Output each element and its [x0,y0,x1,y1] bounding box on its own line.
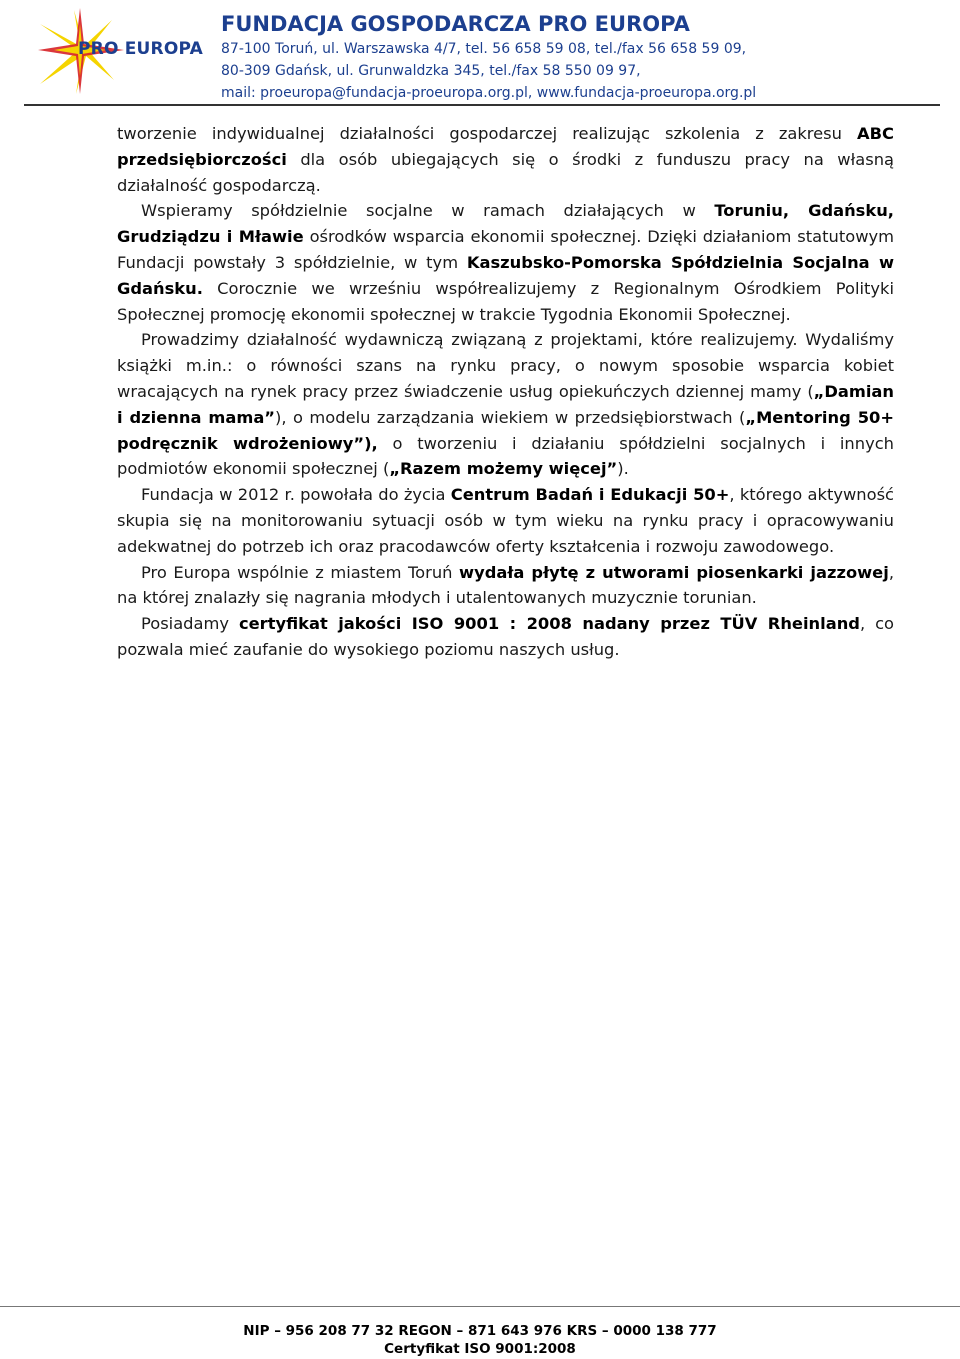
bold-run: wydała płytę z utworami piosenkarki jazzowej [459,562,889,582]
text-run: Wspieramy spółdzielnie socjalne w ramach działających w [141,201,715,221]
logo-wordmark: PRO EUROPA [78,39,203,59]
text-run: ośrodków wsparcia ekonomii społecznej. Dzięki działaniom statutowym Fundacji powstały 3 spółdzielnie, w tym [117,227,895,272]
pro-europa-logo [36,6,214,96]
document-body [117,121,894,663]
paragraph-social-cooperatives [117,198,894,327]
text-run: ). [617,459,629,479]
text-run: o tworzeniu i działaniu spółdzielni socjalnych i innych podmiotów ekonomii społecznej ( [117,433,894,479]
text-run: , którego aktywność skupia się na monitorowaniu sytuacji osób w tym wieku na rynku pracy i opracowywaniu adekwatnej do potrzeb ich oraz pracodawców oferty kształcenia i rozwoju zawodowego. [117,485,895,556]
text-run: Prowadzimy działalność wydawniczą związaną z projektami, które realizujemy. Wydaliśmy książki m.in.: o równości szans na rynku pracy, o nowym sposobie wsparcia kobiet wracających na rynek pracy przez świadczenie usług opiekuńczych dziennej mamy ( [117,330,894,401]
text-run: Pro Europa wspólnie z miastem Toruń [141,562,460,582]
address-line-torun: 87-100 Toruń, ul. Warszawska 4/7, tel. 56 658 59 08, tel./fax 56 658 59 09, [221,41,747,57]
paragraph-jazz-album [117,560,894,612]
contact-line[interactable]: mail: proeuropa@fundacja-proeuropa.org.pl, www.fundacja-proeuropa.org.pl [221,85,757,101]
organization-info [221,10,941,104]
page-footer [0,1322,960,1358]
bold-run: certyfikat jakości ISO 9001 : 2008 nadany przez TÜV Rheinland [238,614,860,634]
footer-divider [0,1306,960,1307]
header-divider [24,104,940,106]
bold-run: Centrum Badań i Edukacji 50+ [450,485,730,505]
text-run: dla osób ubiegających się o środki z funduszu pracy na własną działalność gospodarczą. [117,149,894,195]
bold-run: „Mentoring 50+ podręcznik wdrożeniowy”), [117,407,894,453]
text-run: ), o modelu zarządzania wiekiem w przedsiębiorstwach ( [275,407,746,427]
letterhead [0,0,960,108]
paragraph-entrepreneurship [117,121,894,198]
text-run: Fundacja w 2012 r. powołała do życia [141,485,451,505]
bold-run: Kaszubsko-Pomorska Spółdzielnia Socjalna w Gdańsku. [117,252,894,298]
text-run: tworzenie indywidualnej działalności gospodarczej realizując szkolenia z zakresu [117,124,858,143]
address-line-gdansk: 80-309 Gdańsk, ul. Grunwaldzka 345, tel./fax 58 550 09 97, [221,63,641,79]
bold-run: „Damian i dzienna mama” [117,381,894,427]
bold-run: Toruniu, Gdańsku, Grudziądzu i Mławie [117,201,894,247]
certificate-line: Certyfikat ISO 9001:2008 [384,1341,576,1357]
bold-run: „Razem możemy więcej” [389,459,618,479]
paragraph-publishing [117,327,894,482]
organization-name: FUNDACJA GOSPODARCZA PRO EUROPA [221,12,690,36]
text-run: Corocznie we wrześniu współrealizujemy z Regionalnym Ośrodkiem Polityki Społecznej promocję ekonomii społecznej w trakcie Tygodnia Ekonomii Społecznej. [117,278,894,324]
bold-run: ABC przedsiębiorczości [117,124,894,169]
registration-numbers: NIP – 956 208 77 32 REGON – 871 643 976 KRS – 0000 138 777 [243,1323,717,1339]
text-run: , co pozwala mieć zaufanie do wysokiego poziomu naszych usług. [117,614,894,659]
text-run: Posiadamy [141,614,239,634]
paragraph-research-center [117,482,894,559]
paragraph-iso-certificate [117,611,894,663]
text-run: , na której znalazły się nagrania młodych i utalentowanych muzycznie torunian. [117,562,894,608]
